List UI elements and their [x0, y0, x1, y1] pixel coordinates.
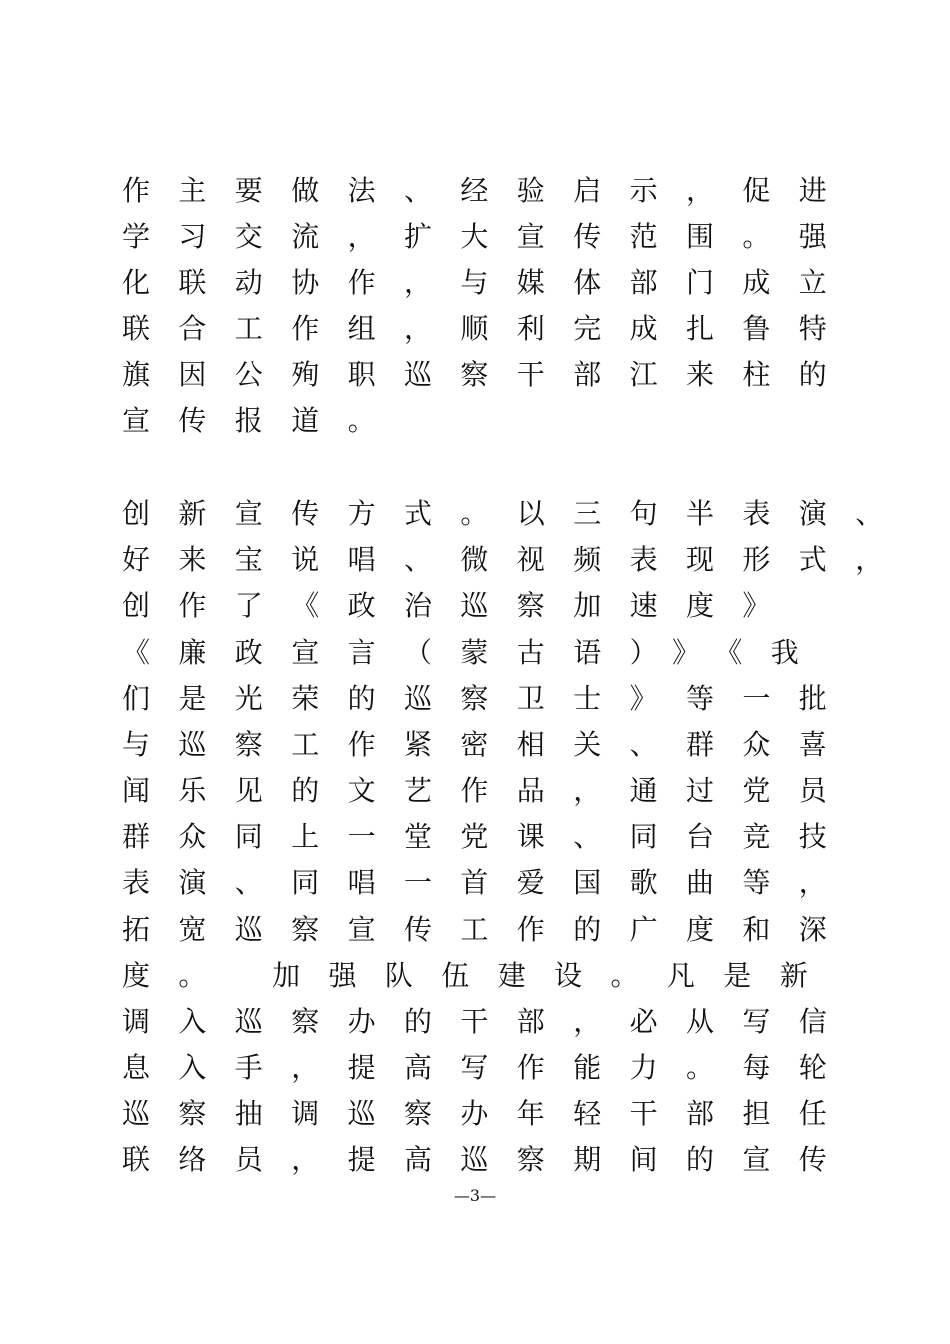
text-line: 好来宝说唱、微视频表现形式，: [122, 543, 912, 576]
text-line: 创新宣传方式。以三句半表演、: [122, 497, 912, 530]
text-line: 宣传报道。: [122, 404, 405, 437]
text-line: 群众同上一堂党课、同台竞技: [122, 820, 856, 853]
text-line: 作主要做法、经验启示，促进: [122, 174, 856, 207]
text-line: 息入手，提高写作能力。每轮: [122, 1051, 856, 1084]
text-line: 表演、同唱一首爱国歌曲等，: [122, 866, 856, 899]
text-line: 调入巡察办的干部，必从写信: [122, 1005, 856, 1038]
text-line: 与巡察工作紧密相关、群众喜: [122, 728, 856, 761]
text-line: 旗因公殉职巡察干部江来柱的: [122, 358, 856, 391]
text-line: 拓宽巡察宣传工作的广度和深: [122, 913, 856, 946]
text-line: 联络员，提高巡察期间的宣传: [122, 1143, 856, 1176]
text-line: 学习交流，扩大宣传范围。强: [122, 220, 856, 253]
text-line: 联合工作组，顺利完成扎鲁特: [122, 312, 856, 345]
text-line: 巡察抽调巡察办年轻干部担任: [122, 1097, 856, 1130]
page-number: —3—: [453, 1186, 497, 1205]
text-line: 化联动协作，与媒体部门成立: [122, 266, 856, 299]
text-line: 度。 加强队伍建设。凡是新: [122, 959, 837, 992]
text-line: 们是光荣的巡察卫士》等一批: [122, 682, 856, 715]
text-line: 《廉政宣言（蒙古语）》《我: [122, 636, 828, 669]
text-line: 闻乐见的文艺作品，通过党员: [122, 774, 856, 807]
text-line: 创作了《政治巡察加速度》: [122, 589, 799, 622]
